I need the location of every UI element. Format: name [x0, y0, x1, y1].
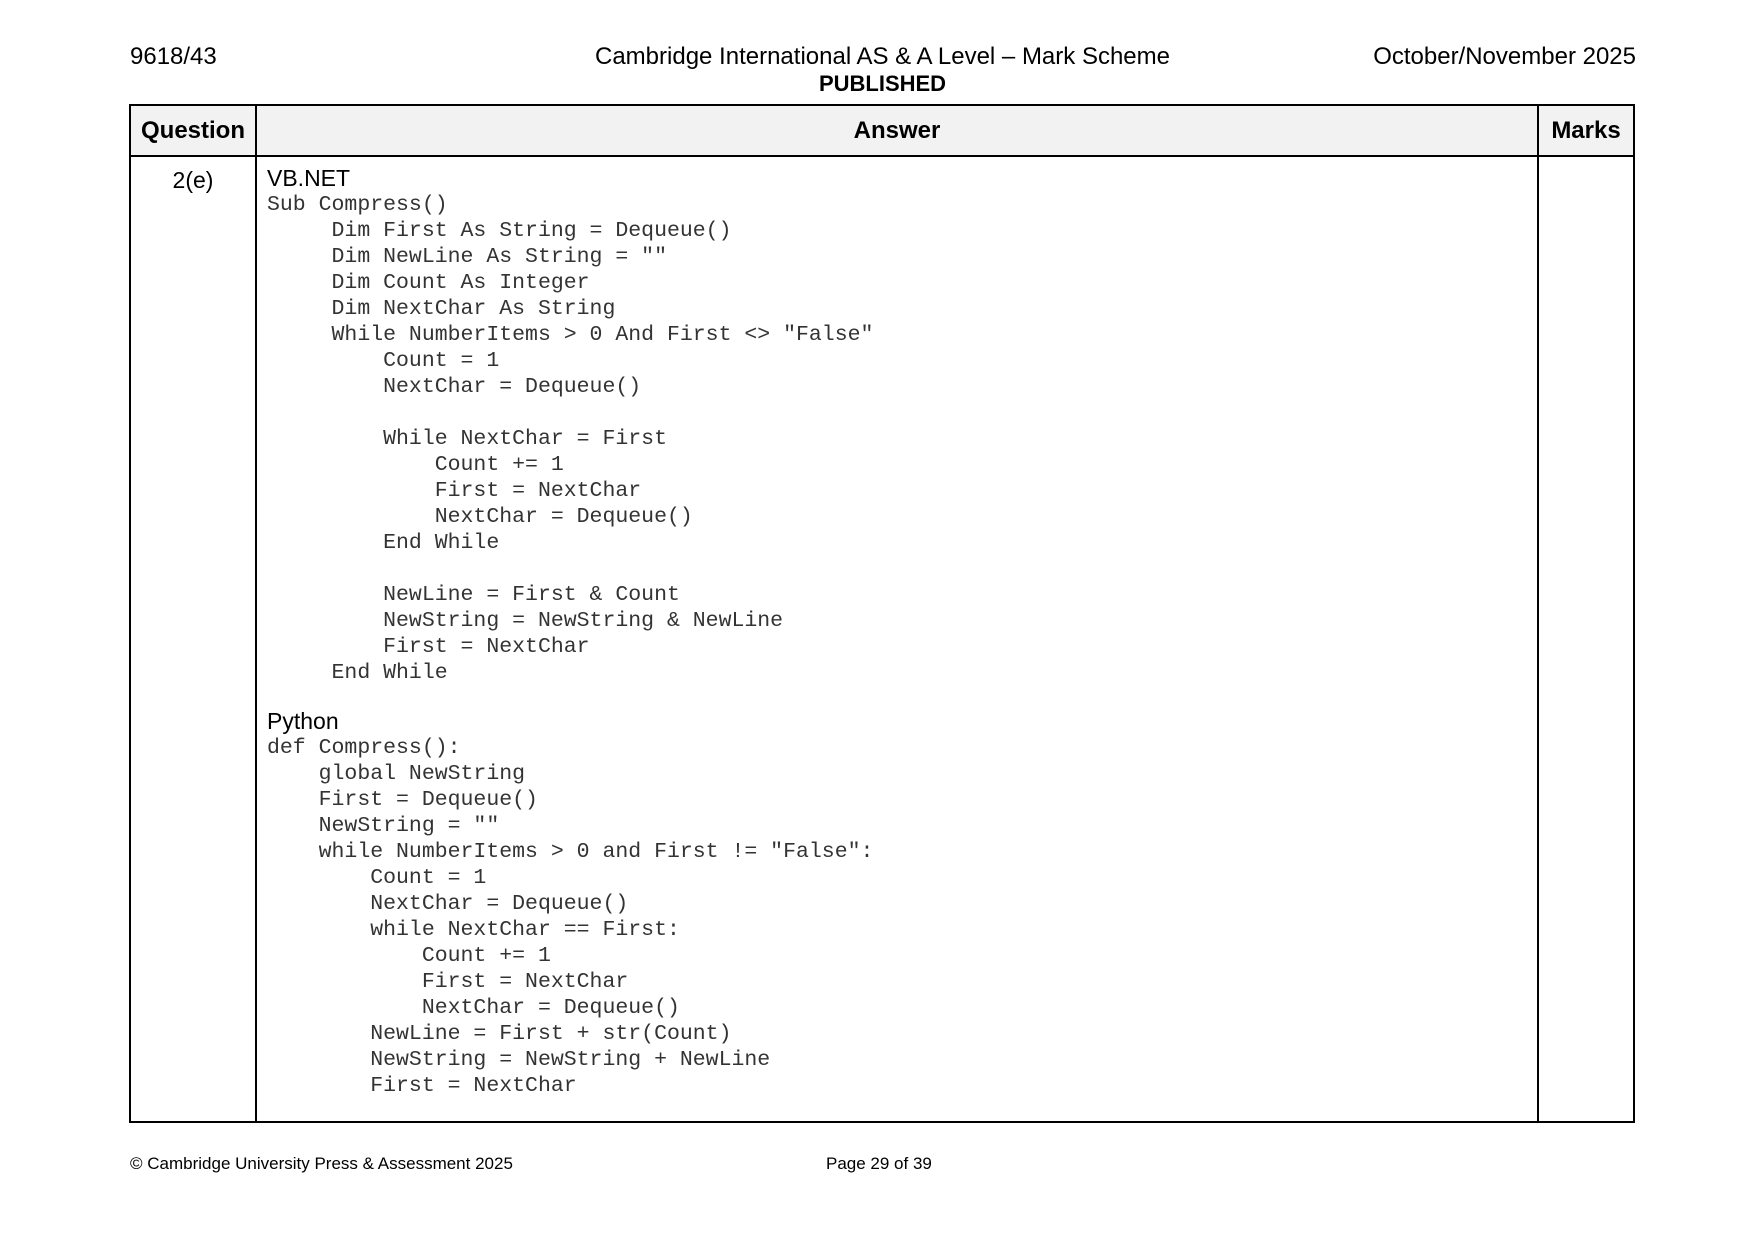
code-line: Count += 1 — [267, 944, 551, 968]
code-line: First = Dequeue() — [267, 788, 538, 812]
published-label: PUBLISHED — [818, 71, 947, 96]
code-block — [267, 735, 1527, 1099]
code-line — [267, 400, 1527, 426]
code-line: First = NextChar — [267, 479, 642, 503]
code-line: NewString = NewString & NewLine — [267, 609, 784, 633]
code-line: NewLine = First + str(Count) — [267, 1022, 732, 1046]
table-row — [130, 156, 1634, 1122]
code-line: Dim Count As Integer — [267, 271, 590, 295]
code-line: Sub Compress() — [267, 193, 448, 217]
column-header-question: Question — [130, 105, 256, 156]
answer-cell — [256, 156, 1538, 1122]
column-header-marks: Marks — [1538, 105, 1634, 156]
code-line: Count = 1 — [267, 349, 500, 373]
code-line: Dim NewLine As String = "" — [267, 245, 667, 269]
code-line: Count = 1 — [267, 866, 487, 890]
code-line: While NumberItems > 0 And First <> "False" — [267, 323, 874, 347]
code-line: NewLine = First & Count — [267, 583, 680, 607]
code-line: while NextChar == First: — [267, 918, 680, 942]
page-number: Page 29 of 39 — [826, 1154, 932, 1173]
language-label: Python — [267, 708, 339, 734]
code-line: while NumberItems > 0 and First != "False": — [267, 840, 874, 864]
code-line — [267, 556, 1527, 582]
language-label: VB.NET — [267, 165, 351, 191]
code-line: First = NextChar — [267, 635, 590, 659]
code-line: global NewString — [267, 762, 526, 786]
copyright-notice: © Cambridge University Press & Assessment 2025 — [130, 1154, 513, 1173]
code-block — [267, 192, 1527, 686]
table-header-row — [130, 105, 1634, 156]
column-header-answer: Answer — [256, 105, 1538, 156]
document-title: Cambridge International AS & A Level – Mark Scheme — [595, 43, 1170, 70]
code-line: Count += 1 — [267, 453, 564, 477]
answer-section-vbnet — [267, 165, 1527, 686]
code-line: NextChar = Dequeue() — [267, 505, 693, 529]
answer-section-python — [267, 708, 1527, 1099]
code-line: While NextChar = First — [267, 427, 667, 451]
code-line: NextChar = Dequeue() — [267, 375, 642, 399]
paper-code: 9618/43 — [130, 43, 217, 70]
code-line: NextChar = Dequeue() — [267, 892, 629, 916]
code-line: Dim First As String = Dequeue() — [267, 219, 732, 243]
question-number: 2(e) — [130, 156, 256, 1122]
code-line: NewString = "" — [267, 814, 500, 838]
code-line: NextChar = Dequeue() — [267, 996, 680, 1020]
code-line: Dim NextChar As String — [267, 297, 616, 321]
code-line: First = NextChar — [267, 1074, 577, 1098]
marks-cell — [1538, 156, 1634, 1122]
mark-scheme-table — [129, 104, 1635, 1123]
code-line: First = NextChar — [267, 970, 629, 994]
code-line: def Compress(): — [267, 736, 461, 760]
code-line: End While — [267, 661, 448, 685]
code-line: NewString = NewString + NewLine — [267, 1048, 771, 1072]
exam-session: October/November 2025 — [1373, 43, 1636, 70]
code-line: End While — [267, 531, 500, 555]
